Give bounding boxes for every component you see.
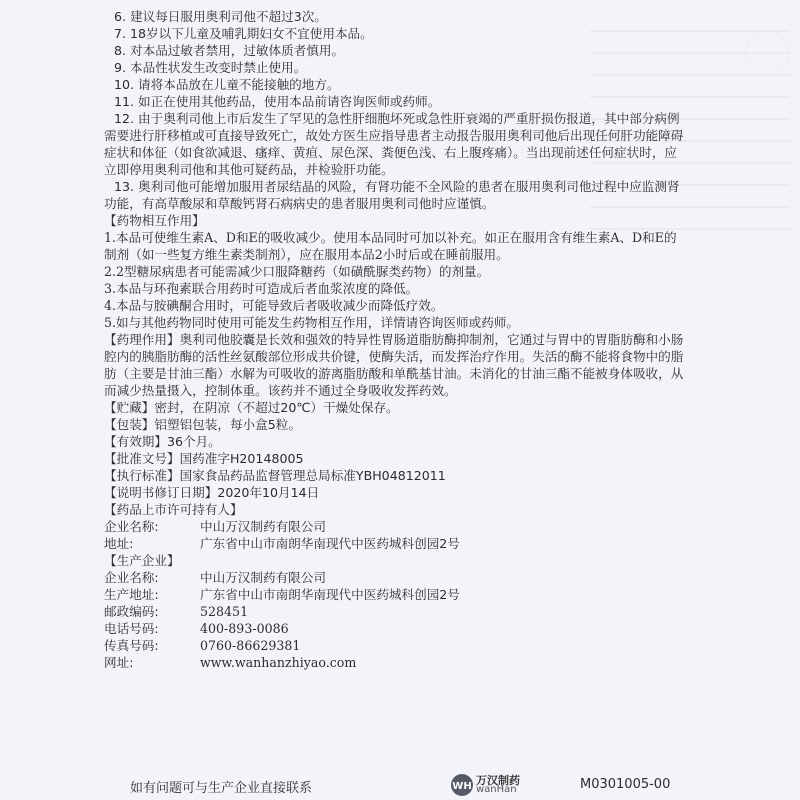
approval-text: 国药准字H20148005 [179, 451, 304, 466]
manufacturer-website-key: 网址: [104, 655, 134, 670]
leaflet-footer [0, 770, 800, 800]
revision-text: 2020年10月14日 [217, 485, 320, 500]
document-code: M0301005-00 [580, 777, 671, 792]
precaution-11: 11. 如正在使用其他药品，使用本品前请咨询医师或药师。 [114, 94, 441, 109]
interaction-item-5: 5.如与其他药物同时使用可能发生药物相互作用，详情请咨询医师或药师。 [104, 315, 520, 330]
manufacturer-phone-value: 400-893-0086 [200, 621, 289, 636]
precaution-6: 6. 建议每日服用奥利司他不超过3次。 [114, 9, 327, 24]
mah-row-name [104, 518, 684, 535]
package-text: 铝塑铝包装，每小盒5粒。 [154, 417, 301, 432]
approval-heading: 【批准文号】 [104, 451, 180, 466]
interaction-heading: 【药物相互作用】 [104, 213, 205, 228]
interaction-item-4: 4.本品与胺碘酮合用时，可能导致后者吸收减少而降低疗效。 [104, 298, 444, 313]
manufacturer-heading: 【生产企业】 [104, 553, 180, 568]
validity-section [104, 433, 684, 450]
standard-heading: 【执行标准】 [104, 468, 180, 483]
manufacturer-row-website [104, 654, 684, 671]
standard-text: 国家食品药品监督管理总局标准YBH04812011 [179, 468, 446, 483]
pharmacology-heading: 【药理作用】 [104, 332, 180, 347]
leaflet-body [104, 8, 684, 671]
revision-heading: 【说明书修订日期】 [104, 485, 218, 500]
wanhan-logo-mark [450, 773, 474, 797]
mah-address-value: 广东省中山市南朗华南现代中医药城科创园2号 [200, 536, 460, 551]
storage-text: 密封，在阴凉（不超过20℃）干燥处保存。 [154, 400, 399, 415]
bleed-through-seal [744, 30, 790, 76]
manufacturer-row-fax [104, 637, 684, 654]
pharmacology-text: 奥利司他胶囊是长效和强效的特异性胃肠道脂肪酶抑制剂，它通过与胃中的胃脂肪酶和小肠腔内的胰脂肪酶的活性丝氨酸部位形成共价键，使酶失活，而发挥治疗作用。失活的酶不能将食物中的脂肪（主要是甘油三酯）水解为可吸收的游离脂肪酸和单酰基甘油。未消化的甘油三酯不能被身体吸收，从而减少热量摄入，控制体重。该药并不通过全身吸收发挥药效。 [104, 332, 684, 398]
manufacturer-phone-key: 电话号码: [104, 621, 159, 636]
manufacturer-fax-value: 0760-86629381 [200, 638, 301, 653]
manufacturer-address-value: 广东省中山市南朗华南现代中医药城科创园2号 [200, 587, 460, 602]
wanhan-logo-en: wanHan [476, 784, 517, 795]
precaution-7: 7. 18岁以下儿童及哺乳期妇女不宜使用本品。 [114, 26, 373, 41]
validity-text: 36个月。 [166, 434, 221, 449]
wanhan-logo-cn: 万汉制药 [476, 774, 520, 787]
manufacturer-address-key: 生产地址: [104, 587, 159, 602]
precaution-12: 12. 由于奥利司他上市后发生了罕见的急性肝细胞坏死或急性肝衰竭的严重肝损伤报道，其中部分病例需要进行肝移植或可直接导致死亡，故处方医生应指导患者主动报告服用奥利司他后出现任何肝功能障碍症状和体征（如食欲减退、瘙痒、黄疸、尿色深、粪便色浅、右上腹疼痛）。当出现前述任何症状时，应立即停用奥利司他和其他可疑药品，并检验肝功能。 [104, 111, 684, 177]
precaution-8: 8. 对本品过敏者禁用，过敏体质者慎用。 [114, 43, 345, 58]
wanhan-logo [450, 772, 550, 798]
interaction-item-1: 1.本品可使维生素A、D和E的吸收减少。使用本品同时可加以补充。如正在服用含有维生素A、D和E的制剂（如一些复方维生素类制剂），应在服用本品2小时后或在睡前服用。 [104, 230, 677, 262]
manufacturer-website-value: www.wanhanzhiyao.com [200, 655, 357, 670]
mah-row-address [104, 535, 684, 552]
package-section [104, 416, 684, 433]
interaction-item-2: 2.2型糖尿病患者可能需减少口服降糖药（如磺酰脲类药物）的剂量。 [104, 264, 490, 279]
validity-heading: 【有效期】 [104, 434, 167, 449]
contact-note: 如有问题可与生产企业直接联系 [130, 781, 313, 796]
revision-section [104, 484, 684, 501]
manufacturer-row-name [104, 569, 684, 586]
interaction-item-3: 3.本品与环孢素联合用药时可造成后者血浆浓度的降低。 [104, 281, 419, 296]
manufacturer-name-key: 企业名称: [104, 570, 159, 585]
manufacturer-row-phone [104, 620, 684, 637]
mah-name-value: 中山万汉制药有限公司 [200, 519, 326, 534]
approval-section [104, 450, 684, 467]
manufacturer-postcode-value: 528451 [200, 604, 249, 619]
precaution-9: 9. 本品性状发生改变时禁止使用。 [114, 60, 307, 75]
storage-heading: 【贮藏】 [104, 400, 155, 415]
mah-address-key: 地址: [104, 536, 134, 551]
package-heading: 【包装】 [104, 417, 155, 432]
storage-section [104, 399, 684, 416]
manufacturer-name-value: 中山万汉制药有限公司 [200, 570, 326, 585]
standard-section [104, 467, 684, 484]
manufacturer-postcode-key: 邮政编码: [104, 604, 159, 619]
manufacturer-row-address [104, 586, 684, 603]
precaution-13: 13. 奥利司他可能增加服用者尿结晶的风险，有肾功能不全风险的患者在服用奥利司他过程中应监测肾功能，有高草酸尿和草酸钙肾石病病史的患者服用奥利司他时应谨慎。 [104, 179, 680, 211]
precaution-10: 10. 请将本品放在儿童不能接触的地方。 [114, 77, 340, 92]
mah-name-key: 企业名称: [104, 519, 159, 534]
wanhan-logo-mark-text: WH [452, 781, 472, 792]
manufacturer-fax-key: 传真号码: [104, 638, 159, 653]
mah-heading: 【药品上市许可持有人】 [104, 502, 243, 517]
pharmacology-section [104, 331, 684, 399]
manufacturer-row-postcode [104, 603, 684, 620]
